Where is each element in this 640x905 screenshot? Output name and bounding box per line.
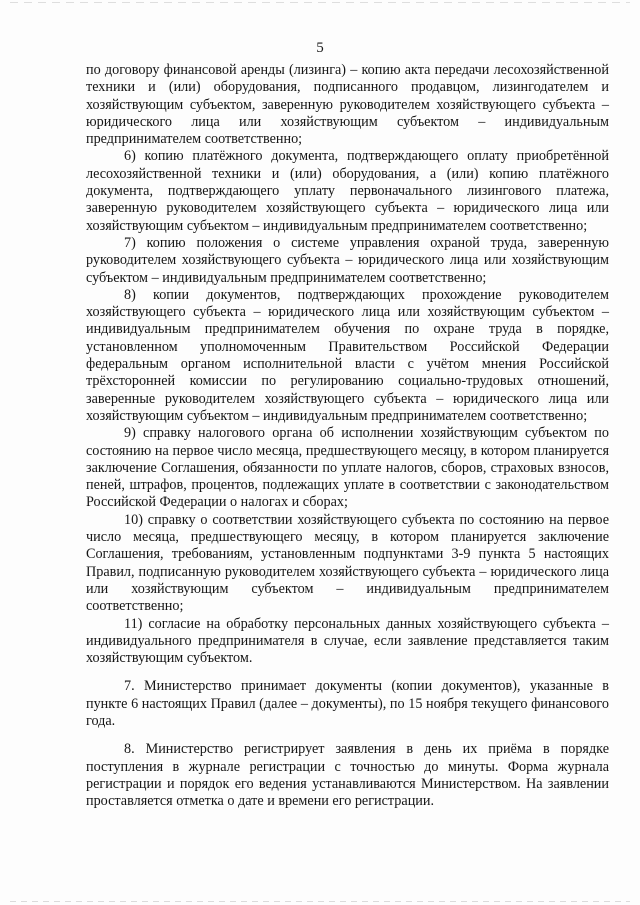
list-item-11: 11) согласие на обработку персональных данных хозяйствующего субъекта – индивидуального предпринимателя в случае, если заявление представляется таким хозяйствующим субъектом. (86, 615, 609, 667)
section-8-paragraph: 8. Министерство регистрирует заявления в день их приёма в порядке поступления в журнале регистрации с точностью до минуты. Форма журнала регистрации и порядок его ведения устанавливаются Министерством. На заявлении проставляется отметка о дате и времени его регистрации. (86, 741, 609, 810)
document-body (86, 62, 609, 810)
scan-edge-top (10, 2, 630, 3)
paragraph-continuation: по договору финансовой аренды (лизинга) – копию акта передачи лесохозяйственной техники и (или) оборудования, подписанного продавцом, лизингодателем и хозяйствующим субъектом, заверенную руководителем хозяйствующего субъекта – юридического лица или хозяйствующим субъектом – индивидуальным предпринимателем соответственно; (86, 62, 609, 148)
list-item-8: 8) копии документов, подтверждающих прохождение руководителем хозяйствующего субъекта – юридического лица или хозяйствующим субъектом – индивидуальным предпринимателем обучения по охране труда в порядке, установленном уполномоченным Правительством Российской Федерации федеральным органом исполнительной власти с учётом мнения Российской трёхсторонней комиссии по регулированию социально-трудовых отношений, заверенные руководителем хозяйствующего субъекта – юридического лица или хозяйствующим субъектом – индивидуальным предпринимателем соответственно; (86, 286, 609, 424)
list-item-9: 9) справку налогового органа об исполнении хозяйствующим субъектом по состоянию на первое число месяца, предшествующего месяцу, в котором планируется заключение Соглашения, обязанности по уплате налогов, сборов, страховых взносов, пеней, штрафов, процентов, подлежащих уплате в соответствии с законодательством Российской Федерации о налогах и сборах; (86, 425, 609, 511)
list-item-6: 6) копию платёжного документа, подтверждающего оплату приобретённой лесохозяйственной техники и (или) оборудования, а (или) копию платёжного документа, подтверждающего уплату первоначального лизингового платежа, заверенную руководителем хозяйствующего субъекта – юридического лица или хозяйствующим субъектом – индивидуальным предпринимателем соответственно; (86, 148, 609, 234)
page-number: 5 (316, 40, 324, 56)
list-item-10: 10) справку о соответствии хозяйствующего субъекта по состоянию на первое число месяца, предшествующего месяцу, в котором планируется заключение Соглашения, требованиям, установленным подпунктами 3-9 пункта 5 настоящих Правил, подписанную руководителем хозяйствующего субъекта – юридического лица или хозяйствующим субъектом – индивидуальным предпринимателем соответственно; (86, 511, 609, 615)
list-item-7: 7) копию положения о системе управления охраной труда, заверенную руководителем хозяйствующего субъекта – юридического лица или хозяйствующим субъектом – индивидуальным предпринимателем соответственно; (86, 234, 609, 286)
section-7-paragraph: 7. Министерство принимает документы (копии документов), указанные в пункте 6 настоящих Правил (далее – документы), по 15 ноября текущего финансового года. (86, 678, 609, 729)
scan-edge-bottom (10, 901, 630, 902)
